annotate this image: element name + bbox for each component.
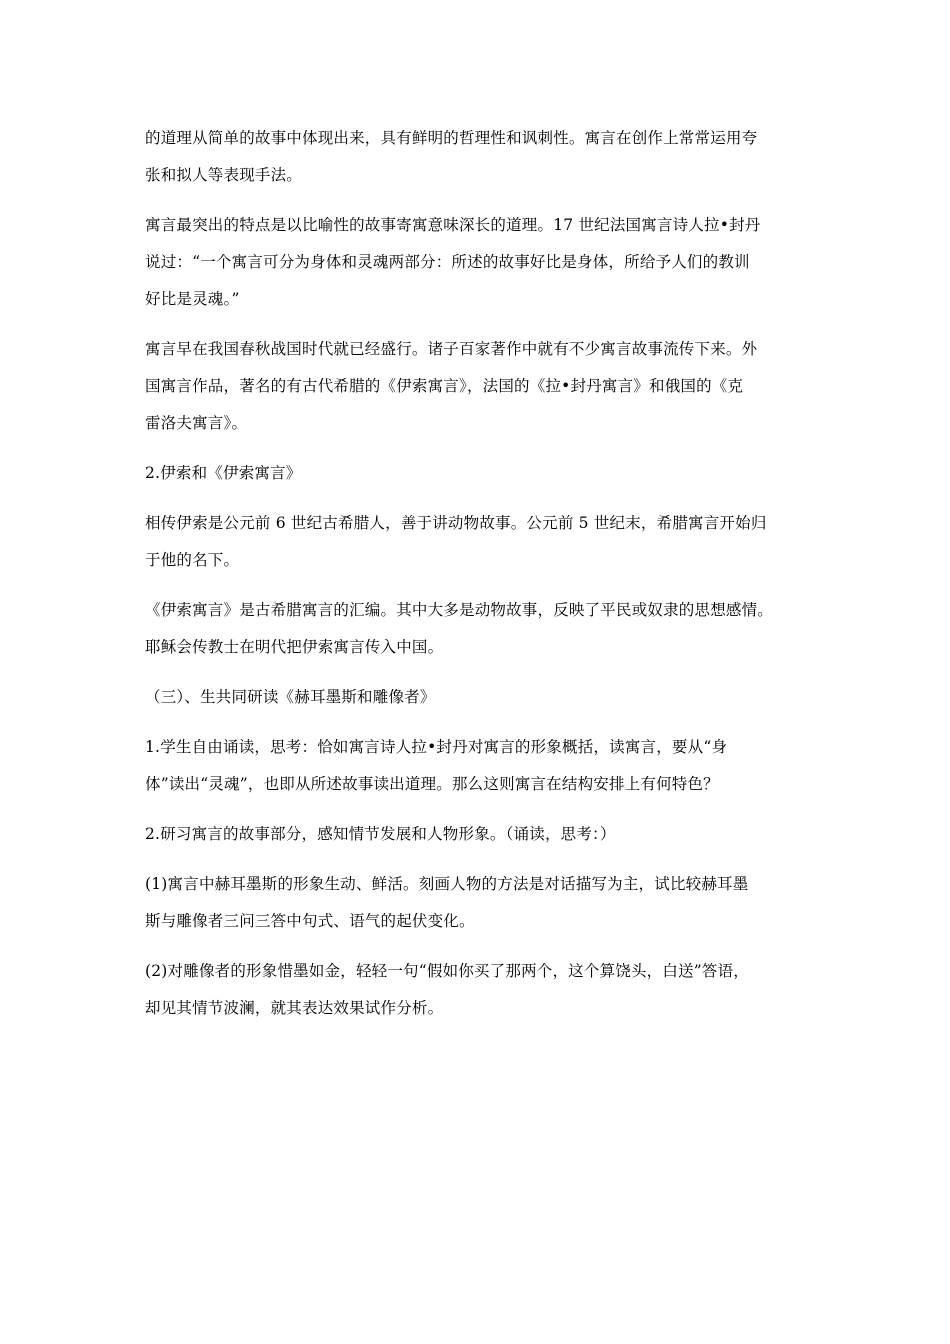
section-heading-aesop bbox=[145, 455, 813, 492]
text-line: 斯与雕像者三问三答中句式、语气的起伏变化。 bbox=[145, 912, 475, 930]
paragraph-aesop-fables bbox=[145, 592, 813, 666]
text-line: 1.学生自由诵读，思考：恰如寓言诗人拉•封丹对寓言的形象概括，读寓言，要从“身 bbox=[145, 738, 728, 756]
text-line: 张和拟人等表现手法。 bbox=[145, 166, 303, 184]
text-line: 说过：“一个寓言可分为身体和灵魂两部分：所述的故事好比是身体，所给予人们的教训 bbox=[145, 253, 750, 271]
section-heading-study bbox=[145, 679, 813, 716]
paragraph-aesop-bio bbox=[145, 505, 813, 579]
text-line: 国寓言作品，著名的有古代希腊的《伊索寓言》，法国的《拉•封丹寓言》和俄国的《克 bbox=[145, 377, 744, 395]
paragraph-fable-history bbox=[145, 331, 813, 442]
text-line: (1)寓言中赫耳墨斯的形象生动、鲜活。刻画人物的方法是对话描写为主，试比较赫耳墨 bbox=[145, 875, 749, 893]
paragraph-fable-intro-end bbox=[145, 120, 813, 194]
text-line: 相传伊索是公元前 6 世纪古希腊人，善于讲动物故事。公元前 5 世纪末，希腊寓言开始归 bbox=[145, 514, 767, 532]
text-line: (2)对雕像者的形象惜墨如金，轻轻一句“假如你买了那两个，这个算饶头，白送”答语， bbox=[145, 962, 750, 980]
text-line: （三）、生共同研读《赫耳墨斯和雕像者》 bbox=[145, 688, 436, 706]
paragraph-task-2 bbox=[145, 816, 813, 853]
text-line: 于他的名下。 bbox=[145, 551, 240, 569]
text-line: 却见其情节波澜，就其表达效果试作分析。 bbox=[145, 999, 444, 1017]
paragraph-question-1 bbox=[145, 866, 813, 940]
paragraph-question-2 bbox=[145, 953, 813, 1027]
paragraph-fable-features bbox=[145, 207, 813, 318]
text-line: 好比是灵魂。” bbox=[145, 290, 240, 308]
text-line: 体”读出“灵魂”，也即从所述故事读出道理。那么这则寓言在结构安排上有何特色？ bbox=[145, 775, 719, 793]
text-line: 的道理从简单的故事中体现出来，具有鲜明的哲理性和讽刺性。寓言在创作上常常运用夸 bbox=[145, 129, 758, 147]
text-line: 《伊索寓言》是古希腊寓言的汇编。其中大多是动物故事，反映了平民或奴隶的思想感情。 bbox=[145, 601, 774, 619]
text-line: 耶稣会传教士在明代把伊索寓言传入中国。 bbox=[145, 638, 444, 656]
text-line: 2.伊索和《伊索寓言》 bbox=[145, 464, 302, 482]
text-line: 寓言最突出的特点是以比喻性的故事寄寓意味深长的道理。17 世纪法国寓言诗人拉•封丹 bbox=[145, 216, 761, 234]
text-line: 寓言早在我国春秋战国时代就已经盛行。诸子百家著作中就有不少寓言故事流传下来。外 bbox=[145, 340, 758, 358]
document-body bbox=[145, 120, 813, 1040]
paragraph-task-1 bbox=[145, 729, 813, 803]
text-line: 2.研习寓言的故事部分，感知情节发展和人物形象。（诵读，思考：） bbox=[145, 825, 616, 843]
text-line: 雷洛夫寓言》。 bbox=[145, 414, 248, 432]
